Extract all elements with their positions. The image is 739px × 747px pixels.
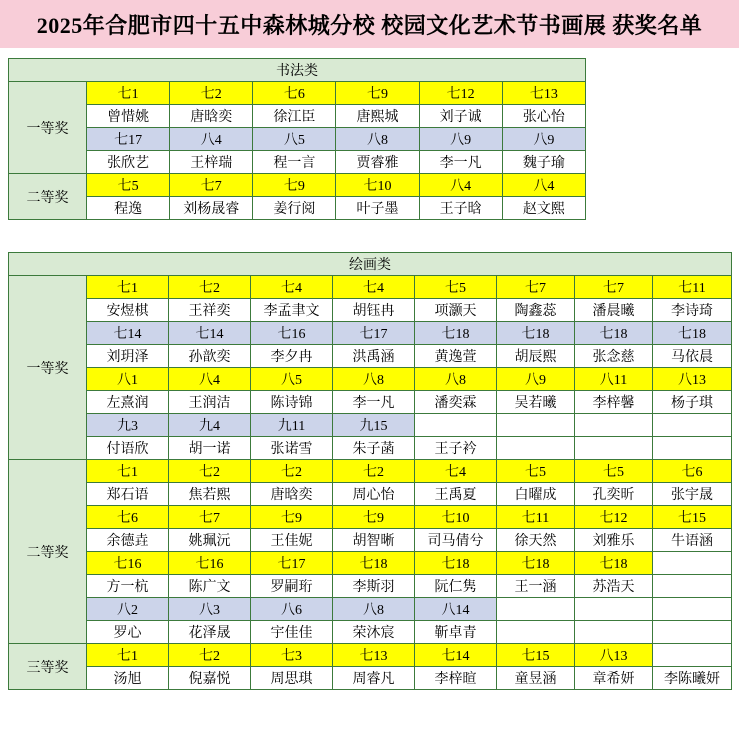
student-name-cell: 李梓暄 <box>415 667 497 690</box>
class-code-cell: 七1 <box>87 460 169 483</box>
class-code-cell: 七15 <box>497 644 575 667</box>
student-name-cell: 陶鑫蕊 <box>497 299 575 322</box>
student-name-cell: 郑石语 <box>87 483 169 506</box>
class-code-cell: 七6 <box>253 82 336 105</box>
class-code-cell: 七7 <box>170 174 253 197</box>
student-name-cell: 李梓馨 <box>575 391 653 414</box>
student-name-cell: 胡一诺 <box>169 437 251 460</box>
student-name-cell: 安煜棋 <box>87 299 169 322</box>
class-code-cell <box>653 414 732 437</box>
class-code-cell: 七10 <box>415 506 497 529</box>
class-code-cell: 八4 <box>502 174 585 197</box>
award-label: 一等奖 <box>9 82 87 174</box>
class-code-cell: 七16 <box>169 552 251 575</box>
class-code-cell: 八11 <box>575 368 653 391</box>
class-code-cell: 七4 <box>251 276 333 299</box>
class-code-cell: 九11 <box>251 414 333 437</box>
class-code-cell: 七18 <box>575 322 653 345</box>
class-code-cell: 七13 <box>502 82 585 105</box>
student-name-cell: 白曜成 <box>497 483 575 506</box>
table-row <box>9 368 732 391</box>
class-code-cell: 七18 <box>497 552 575 575</box>
class-code-cell: 八5 <box>253 128 336 151</box>
student-name-cell: 周睿凡 <box>333 667 415 690</box>
class-code-cell: 七7 <box>575 276 653 299</box>
student-name-cell: 王一涵 <box>497 575 575 598</box>
class-code-cell: 七9 <box>336 82 419 105</box>
student-name-cell: 花泽晟 <box>169 621 251 644</box>
class-code-cell: 七9 <box>333 506 415 529</box>
class-code-cell: 八13 <box>653 368 732 391</box>
class-code-cell: 七18 <box>497 322 575 345</box>
class-code-cell <box>497 414 575 437</box>
class-code-cell: 七14 <box>415 644 497 667</box>
table-row <box>9 414 732 437</box>
class-code-cell: 七9 <box>253 174 336 197</box>
student-name-cell <box>497 437 575 460</box>
table-row <box>9 391 732 414</box>
student-name-cell: 魏子瑜 <box>502 151 585 174</box>
class-code-cell: 七2 <box>169 644 251 667</box>
class-code-cell: 七5 <box>87 174 170 197</box>
class-code-cell: 七12 <box>575 506 653 529</box>
student-name-cell: 徐江臣 <box>253 105 336 128</box>
class-code-cell: 七3 <box>251 644 333 667</box>
table-row <box>9 644 732 667</box>
student-name-cell: 方一杭 <box>87 575 169 598</box>
section-heading: 书法类 <box>9 59 586 82</box>
student-name-cell: 叶子墨 <box>336 197 419 220</box>
class-code-cell: 七2 <box>170 82 253 105</box>
class-code-cell: 七18 <box>415 322 497 345</box>
class-code-cell: 七5 <box>497 460 575 483</box>
class-code-cell: 七17 <box>333 322 415 345</box>
student-name-cell: 陈诗锦 <box>251 391 333 414</box>
student-name-cell: 王佳妮 <box>251 529 333 552</box>
table-row <box>9 460 732 483</box>
student-name-cell: 唐晗奕 <box>251 483 333 506</box>
class-code-cell: 八8 <box>333 598 415 621</box>
class-code-cell: 八8 <box>333 368 415 391</box>
class-code-cell: 七17 <box>251 552 333 575</box>
class-code-cell <box>575 414 653 437</box>
student-name-cell: 曾惜姚 <box>87 105 170 128</box>
table-row <box>9 128 586 151</box>
class-code-cell: 七2 <box>169 460 251 483</box>
table-row <box>9 552 732 575</box>
class-code-cell: 七1 <box>87 644 169 667</box>
class-code-cell: 七18 <box>415 552 497 575</box>
student-name-cell: 洪禹涵 <box>333 345 415 368</box>
class-code-cell: 七12 <box>419 82 502 105</box>
student-name-cell: 王禹夏 <box>415 483 497 506</box>
class-code-cell: 七17 <box>87 128 170 151</box>
table-row <box>9 506 732 529</box>
student-name-cell: 李一凡 <box>419 151 502 174</box>
class-code-cell: 八4 <box>170 128 253 151</box>
student-name-cell: 汤旭 <box>87 667 169 690</box>
student-name-cell: 张欣艺 <box>87 151 170 174</box>
student-name-cell <box>653 437 732 460</box>
student-name-cell: 左熹润 <box>87 391 169 414</box>
student-name-cell: 焦若熙 <box>169 483 251 506</box>
table-row <box>9 345 732 368</box>
student-name-cell: 朱子菡 <box>333 437 415 460</box>
class-code-cell: 八13 <box>575 644 653 667</box>
student-name-cell: 胡钰冉 <box>333 299 415 322</box>
student-name-cell <box>497 621 575 644</box>
student-name-cell: 李陈曦妍 <box>653 667 732 690</box>
student-name-cell: 刘杨晟睿 <box>170 197 253 220</box>
table-row <box>9 322 732 345</box>
table-row <box>9 82 586 105</box>
class-code-cell <box>575 598 653 621</box>
student-name-cell: 刘玥泽 <box>87 345 169 368</box>
student-name-cell: 罗心 <box>87 621 169 644</box>
student-name-cell <box>653 575 732 598</box>
class-code-cell: 八3 <box>169 598 251 621</box>
student-name-cell: 王梓瑞 <box>170 151 253 174</box>
student-name-cell: 陈广文 <box>169 575 251 598</box>
student-name-cell: 胡辰熙 <box>497 345 575 368</box>
class-code-cell <box>415 414 497 437</box>
class-code-cell: 七5 <box>415 276 497 299</box>
class-code-cell: 七13 <box>333 644 415 667</box>
student-name-cell: 孙歆奕 <box>169 345 251 368</box>
student-name-cell: 李一凡 <box>333 391 415 414</box>
class-code-cell: 八9 <box>497 368 575 391</box>
student-name-cell: 潘奕霖 <box>415 391 497 414</box>
table-row <box>9 276 732 299</box>
class-code-cell: 七2 <box>169 276 251 299</box>
class-code-cell: 七11 <box>497 506 575 529</box>
class-code-cell: 七2 <box>251 460 333 483</box>
student-name-cell: 唐熙城 <box>336 105 419 128</box>
class-code-cell: 七7 <box>169 506 251 529</box>
student-name-cell: 马依晨 <box>653 345 732 368</box>
table-row <box>9 575 732 598</box>
student-name-cell: 司马倩兮 <box>415 529 497 552</box>
class-code-cell: 七16 <box>87 552 169 575</box>
class-code-cell: 七1 <box>87 82 170 105</box>
student-name-cell: 倪嘉悦 <box>169 667 251 690</box>
class-code-cell: 七4 <box>415 460 497 483</box>
table-painting <box>8 252 732 690</box>
student-name-cell: 童昱涵 <box>497 667 575 690</box>
class-code-cell: 七1 <box>87 276 169 299</box>
student-name-cell: 王子晗 <box>419 197 502 220</box>
student-name-cell: 李孟聿文 <box>251 299 333 322</box>
section-heading-row <box>9 253 732 276</box>
student-name-cell: 胡智晰 <box>333 529 415 552</box>
class-code-cell <box>653 644 732 667</box>
table-row <box>9 529 732 552</box>
class-code-cell: 七16 <box>251 322 333 345</box>
class-code-cell: 七5 <box>575 460 653 483</box>
student-name-cell: 吴若曦 <box>497 391 575 414</box>
section-gap <box>0 220 739 242</box>
table-row <box>9 483 732 506</box>
title-banner <box>0 0 739 48</box>
class-code-cell: 七18 <box>575 552 653 575</box>
student-name-cell: 黄逸萱 <box>415 345 497 368</box>
student-name-cell: 程一言 <box>253 151 336 174</box>
student-name-cell: 姜行阅 <box>253 197 336 220</box>
table-row <box>9 151 586 174</box>
student-name-cell: 王祥奕 <box>169 299 251 322</box>
class-code-cell: 七2 <box>333 460 415 483</box>
table-row <box>9 197 586 220</box>
award-label: 三等奖 <box>9 644 87 690</box>
student-name-cell: 牛语涵 <box>653 529 732 552</box>
class-code-cell: 七15 <box>653 506 732 529</box>
student-name-cell: 阮仁隽 <box>415 575 497 598</box>
class-code-cell: 七11 <box>653 276 732 299</box>
class-code-cell: 八8 <box>415 368 497 391</box>
table-row <box>9 105 586 128</box>
student-name-cell: 刘子诚 <box>419 105 502 128</box>
class-code-cell: 九15 <box>333 414 415 437</box>
class-code-cell: 七14 <box>87 322 169 345</box>
student-name-cell: 赵文熙 <box>502 197 585 220</box>
student-name-cell: 李夕冉 <box>251 345 333 368</box>
student-name-cell: 张念慈 <box>575 345 653 368</box>
student-name-cell: 周思琪 <box>251 667 333 690</box>
class-code-cell: 八5 <box>251 368 333 391</box>
class-code-cell: 七6 <box>87 506 169 529</box>
class-code-cell <box>497 598 575 621</box>
section-heading: 绘画类 <box>9 253 732 276</box>
class-code-cell <box>653 552 732 575</box>
page-title: 2025年合肥市四十五中森林城分校 校园文化艺术节书画展 获奖名单 <box>36 12 703 38</box>
student-name-cell: 贾睿雅 <box>336 151 419 174</box>
class-code-cell: 八9 <box>419 128 502 151</box>
student-name-cell <box>653 621 732 644</box>
class-code-cell: 七10 <box>336 174 419 197</box>
award-label: 一等奖 <box>9 276 87 460</box>
section-heading-row <box>9 59 586 82</box>
table-row <box>9 598 732 621</box>
class-code-cell: 八2 <box>87 598 169 621</box>
student-name-cell <box>575 621 653 644</box>
student-name-cell: 王子衿 <box>415 437 497 460</box>
student-name-cell: 张宇晟 <box>653 483 732 506</box>
student-name-cell: 宇佳佳 <box>251 621 333 644</box>
award-label: 二等奖 <box>9 460 87 644</box>
table-calligraphy <box>8 58 586 220</box>
student-name-cell: 李诗琦 <box>653 299 732 322</box>
award-label: 二等奖 <box>9 174 87 220</box>
student-name-cell: 潘晨曦 <box>575 299 653 322</box>
student-name-cell: 张诺雪 <box>251 437 333 460</box>
student-name-cell: 周心怡 <box>333 483 415 506</box>
student-name-cell: 李斯羽 <box>333 575 415 598</box>
student-name-cell: 姚珮沅 <box>169 529 251 552</box>
table-row <box>9 299 732 322</box>
student-name-cell: 罗嗣珩 <box>251 575 333 598</box>
student-name-cell: 张心怡 <box>502 105 585 128</box>
student-name-cell: 项灏天 <box>415 299 497 322</box>
table-row <box>9 174 586 197</box>
student-name-cell: 余德垚 <box>87 529 169 552</box>
class-code-cell: 八14 <box>415 598 497 621</box>
student-name-cell: 苏浩天 <box>575 575 653 598</box>
class-code-cell: 九4 <box>169 414 251 437</box>
class-code-cell: 八8 <box>336 128 419 151</box>
student-name-cell: 荣沐宸 <box>333 621 415 644</box>
class-code-cell: 八4 <box>419 174 502 197</box>
class-code-cell: 七18 <box>333 552 415 575</box>
student-name-cell: 唐晗奕 <box>170 105 253 128</box>
student-name-cell: 章希妍 <box>575 667 653 690</box>
student-name-cell: 王润洁 <box>169 391 251 414</box>
student-name-cell: 靳卓青 <box>415 621 497 644</box>
class-code-cell: 八9 <box>502 128 585 151</box>
student-name-cell: 杨子琪 <box>653 391 732 414</box>
class-code-cell: 七7 <box>497 276 575 299</box>
class-code-cell <box>653 598 732 621</box>
class-code-cell: 八4 <box>169 368 251 391</box>
student-name-cell: 孔奕昕 <box>575 483 653 506</box>
tables-container <box>0 58 739 690</box>
table-row <box>9 667 732 690</box>
student-name-cell: 付语欣 <box>87 437 169 460</box>
student-name-cell: 程逸 <box>87 197 170 220</box>
class-code-cell: 七14 <box>169 322 251 345</box>
student-name-cell <box>575 437 653 460</box>
class-code-cell: 七9 <box>251 506 333 529</box>
class-code-cell: 八6 <box>251 598 333 621</box>
table-row <box>9 437 732 460</box>
table-row <box>9 621 732 644</box>
student-name-cell: 徐天然 <box>497 529 575 552</box>
class-code-cell: 七4 <box>333 276 415 299</box>
student-name-cell: 刘雅乐 <box>575 529 653 552</box>
class-code-cell: 九3 <box>87 414 169 437</box>
class-code-cell: 七6 <box>653 460 732 483</box>
class-code-cell: 七18 <box>653 322 732 345</box>
class-code-cell: 八1 <box>87 368 169 391</box>
